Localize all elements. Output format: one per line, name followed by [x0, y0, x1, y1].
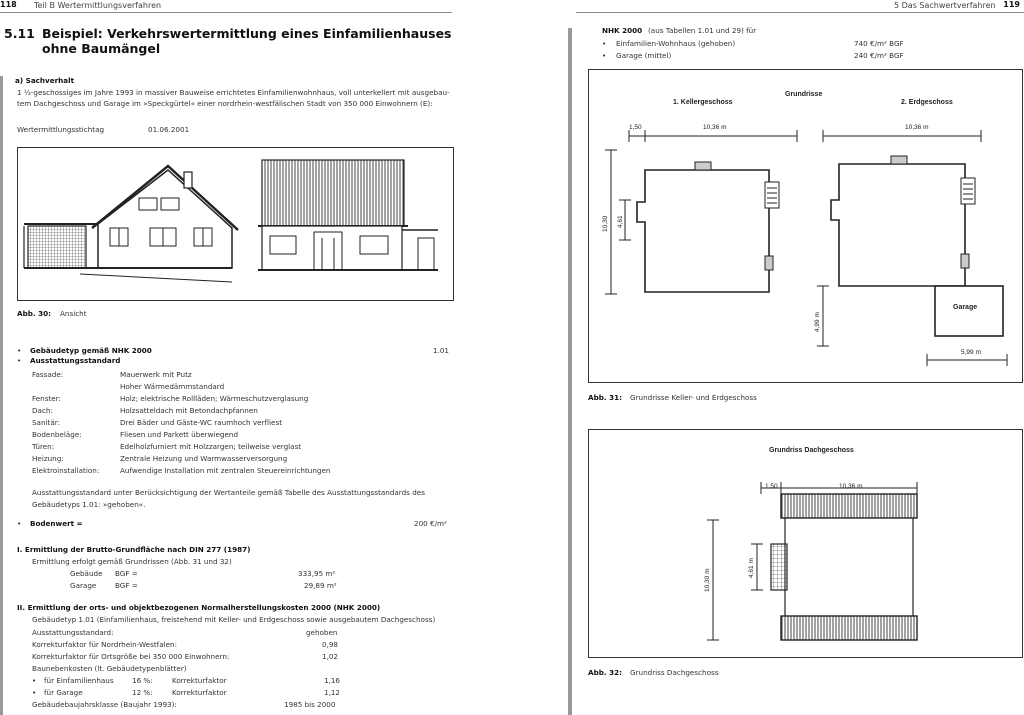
figure-floorplans — [588, 69, 1023, 383]
roof-side — [262, 160, 404, 226]
bodenwert-label: Bodenwert = — [30, 519, 83, 528]
ausstattung-key: Elektroinstallation: — [32, 466, 100, 475]
page-number: 118 — [0, 0, 17, 9]
kellergeschoss-outline — [637, 170, 769, 292]
fig30-caption: Ansicht — [60, 309, 87, 318]
nebenkosten-factor: 1,16 — [324, 676, 341, 685]
section2-key: Korrekturfaktor für Nordrhein-Westfalen: — [32, 640, 177, 649]
left-page-header — [0, 0, 452, 13]
nhk-value: 740 €/m² BGF — [854, 39, 904, 48]
section2-sub: Gebäudetyp 1.01 (Einfamilienhaus, freistehend mit Keller- und Erdgeschoss sowie ausgebautem Dachgeschoss) — [32, 615, 436, 624]
dim-label: 10,30 m — [704, 568, 711, 592]
ausstattung-key: Fenster: — [32, 394, 61, 403]
gebaeudetyp-label: Gebäudetyp gemäß NHK 2000 — [30, 346, 152, 355]
left-page — [0, 0, 468, 715]
section1-heading: I. Ermittlung der Brutto-Grundfläche nach DIN 277 (1987) — [17, 545, 251, 554]
bullet: • — [602, 39, 607, 48]
ausstattung-key: Dach: — [32, 406, 53, 415]
ausstattung-value: Fliesen und Parkett überwiegend — [120, 430, 239, 439]
fig32-label: Abb. 32: — [588, 668, 622, 677]
fig32-caption: Grundriss Dachgeschoss — [630, 668, 719, 677]
section2-key: Baunebenkosten (lt. Gebäudetypenblätter) — [32, 664, 187, 673]
ausstattung-note-2: Gebäudetyps 1.01: »gehoben«. — [32, 500, 146, 509]
dachgeschoss-drawing — [589, 430, 1024, 659]
garage-door — [28, 226, 86, 268]
bodenwert-value: 200 €/m² — [414, 519, 447, 528]
section2-key: Ausstattungsstandard: — [32, 628, 114, 637]
section1-sub: Ermittlung erfolgt gemäß Grundrissen (Abb. 31 und 32) — [32, 557, 232, 566]
fig31-label: Abb. 31: — [588, 393, 622, 402]
nebenkosten-factor-label: Korrekturfaktor — [172, 676, 227, 685]
bgf-value: 29,89 m² — [304, 581, 337, 590]
bgf-eq: BGF = — [115, 581, 138, 590]
sachverhalt-text-2: tem Dachgeschoss und Garage im »Speckgürtel« einer nordrhein-westfälischen Stadt von 350 000 Einwohnern (E): — [17, 99, 433, 108]
section-title-line1: Beispiel: Verkehrswertermittlung eines Einfamilienhauses — [42, 26, 452, 41]
ausstattung-label: Ausstattungsstandard — [30, 356, 121, 365]
ausstattung-value: Zentrale Heizung und Warmwasserversorgung — [120, 454, 288, 463]
erdgeschoss-label: 2. Erdgeschoss — [901, 99, 953, 106]
dim-label: 10,36 m — [839, 483, 863, 490]
nebenkosten-percent: 12 %: — [132, 688, 153, 697]
nebenkosten-item: für Garage — [44, 688, 83, 697]
roof-bottom — [781, 616, 917, 640]
roof-top — [781, 494, 917, 518]
bgf-label: Garage — [70, 581, 97, 590]
ausstattung-value: Aufwendige Installation mit zentralen Steuereinrichtungen — [120, 466, 331, 475]
page-gutter — [468, 0, 568, 715]
bgf-label: Gebäude — [70, 569, 103, 578]
dormer — [771, 544, 787, 590]
ausstattung-key: Heizung: — [32, 454, 64, 463]
floorplan-title: Grundrisse — [785, 91, 823, 98]
bgf-value: 333,95 m² — [298, 569, 336, 578]
nhk-key: Garage (mittel) — [616, 51, 672, 60]
nhk-title: NHK 2000 — [602, 26, 643, 35]
sachverhalt-heading: a) Sachverhalt — [15, 76, 75, 85]
section-number: 5.11 — [4, 26, 35, 41]
bullet: • — [32, 676, 37, 685]
bullet: • — [17, 346, 22, 355]
ausstattung-value: Holzsatteldach mit Betondachpfannen — [120, 406, 258, 415]
figure-dachgeschoss — [588, 429, 1023, 658]
garage-outline — [935, 286, 1003, 336]
right-page-header — [576, 0, 1024, 13]
ausstattung-key: Türen: — [32, 442, 55, 451]
section2-key: Korrekturfaktor für Ortsgröße bei 350 000 Einwohnern: — [32, 652, 230, 661]
dim-label: 1,50 — [629, 124, 642, 131]
bullet: • — [17, 519, 22, 528]
chimney — [184, 172, 192, 188]
side-bar — [0, 76, 3, 715]
nhk-key: Einfamilien-Wohnhaus (gehoben) — [616, 39, 736, 48]
erdgeschoss-outline — [831, 164, 965, 286]
stichtag-value: 01.06.2001 — [148, 125, 190, 134]
fig30-label: Abb. 30: — [17, 309, 51, 318]
bullet: • — [17, 356, 22, 365]
ausstattung-value: Hoher Wärmedämmstandard — [120, 382, 225, 391]
ausstattung-key: Bodenbeläge: — [32, 430, 82, 439]
nhk-value: 240 €/m² BGF — [854, 51, 904, 60]
house-front — [98, 170, 232, 268]
dim-label: 4,61 m — [748, 558, 755, 578]
running-head: Teil B Wertermittlungsverfahren — [34, 1, 162, 10]
section2-value: gehoben — [306, 628, 338, 637]
floorplan-drawing — [589, 70, 1024, 384]
dim-label: 10,36 m — [905, 124, 929, 131]
section2-heading: II. Ermittlung der orts- und objektbezogenen Normalherstellungskosten 2000 (NHK 2000) — [17, 603, 381, 612]
nebenkosten-percent: 16 %: — [132, 676, 153, 685]
sachverhalt-text-1: 1 ½-geschossiges im Jahre 1993 in massiver Bauweise errichtetes Einfamilienwohnhaus, voll unterkellert mit ausgebau- — [17, 88, 450, 97]
ausstattung-value: Holz; elektrische Rollläden; Wärmeschutzverglasung — [120, 394, 309, 403]
dim-label: 10,36 m — [703, 124, 727, 131]
section2-key: Gebäudebaujahrsklasse (Baujahr 1993): — [32, 700, 177, 709]
nebenkosten-item: für Einfamilienhaus — [44, 676, 114, 685]
bullet: • — [32, 688, 37, 697]
section-title — [4, 26, 452, 56]
bgf-eq: BGF = — [115, 569, 138, 578]
nebenkosten-factor: 1,12 — [324, 688, 341, 697]
dim-label: 4,61 — [617, 215, 624, 228]
garage-label: Garage — [953, 304, 978, 311]
nhk-title-rest: (aus Tabellen 1.01 und 29) für — [648, 26, 757, 35]
running-head: 5 Das Sachwertverfahren — [894, 1, 996, 10]
ausstattung-key: Fassade: — [32, 370, 64, 379]
section2-value: 0,98 — [322, 640, 339, 649]
ausstattung-value: Drei Bäder und Gäste-WC raumhoch verfliest — [120, 418, 283, 427]
right-page — [568, 0, 1024, 715]
fig31-caption: Grundrisse Keller- und Erdgeschoss — [630, 393, 757, 402]
dachgeschoss-title: Grundriss Dachgeschoss — [769, 447, 854, 454]
section-title-line2: ohne Baumängel — [42, 41, 161, 56]
side-bar — [568, 28, 572, 715]
dim-label: 1,50 — [765, 483, 778, 490]
stichtag-label: Wertermittlungsstichtag — [17, 125, 105, 134]
dim-label: 5,99 m — [961, 349, 981, 356]
section2-value: 1,02 — [322, 652, 339, 661]
elevation-drawing — [18, 148, 455, 302]
gebaeudetyp-value: 1.01 — [433, 346, 450, 355]
page-number: 119 — [1003, 0, 1020, 9]
ausstattung-value: Mauerwerk mit Putz — [120, 370, 192, 379]
bullet: • — [602, 51, 607, 60]
nebenkosten-factor-label: Korrekturfaktor — [172, 688, 227, 697]
figure-elevation — [17, 147, 454, 301]
dim-label: 4,99 m — [814, 312, 821, 332]
ausstattung-value: Edelholzfurniert mit Holzzargen; teilweise verglast — [120, 442, 302, 451]
ausstattung-note-1: Ausstattungsstandard unter Berücksichtigung der Wertanteile gemäß Tabelle des Ausstattungsstandards des — [32, 488, 425, 497]
section2-value: 1985 bis 2000 — [284, 700, 336, 709]
ausstattung-key: Sanitär: — [32, 418, 60, 427]
kellergeschoss-label: 1. Kellergeschoss — [673, 99, 733, 106]
dim-label: 10,30 — [602, 215, 609, 232]
